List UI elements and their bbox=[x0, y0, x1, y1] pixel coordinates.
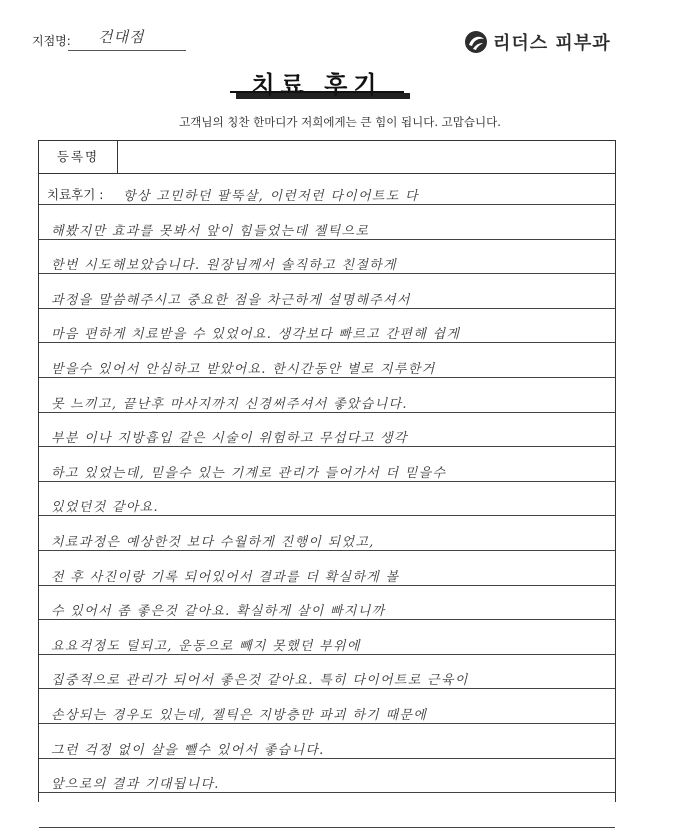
review-line: 한번 시도해보았습니다. 원장님께서 솔직하고 친절하게 bbox=[51, 258, 397, 274]
ruled-line bbox=[39, 481, 615, 482]
review-line: 못 느끼고, 끝난후 마사지까지 신경써주셔서 좋았습니다. bbox=[51, 396, 408, 412]
ruled-line bbox=[39, 550, 615, 551]
review-line: 과정을 말씀해주시고 중요한 점을 차근하게 설명해주셔서 bbox=[51, 292, 411, 308]
ruled-line bbox=[39, 412, 615, 413]
review-line: 마음 편하게 치료받을 수 있었어요. 생각보다 빠르고 간편해 쉽게 bbox=[51, 327, 461, 343]
branch-underline bbox=[68, 50, 186, 51]
ruled-line bbox=[39, 377, 615, 378]
clinic-logo bbox=[464, 29, 611, 55]
branch-value: 건대점 bbox=[98, 28, 145, 46]
review-line: 있었던것 같아요. bbox=[51, 500, 159, 516]
name-row bbox=[39, 141, 615, 174]
ruled-line bbox=[39, 688, 615, 689]
ruled-line bbox=[39, 239, 615, 240]
clinic-logo-text: 리더스 피부과 bbox=[493, 33, 611, 54]
ruled-line bbox=[39, 342, 615, 343]
ruled-line bbox=[39, 515, 615, 516]
ruled-line bbox=[39, 792, 615, 793]
ruled-line bbox=[39, 204, 615, 205]
page-subtitle: 고객님의 칭찬 한마디가 저희에게는 큰 힘이 됩니다. 고맙습니다. bbox=[179, 115, 501, 129]
review-line: 손상되는 경우도 있는데, 젤틱은 지방층만 파괴 하기 때문에 bbox=[51, 708, 428, 723]
page-title-text: 치료 후기 bbox=[251, 71, 383, 99]
review-line: 해봤지만 효과를 못봐서 앞이 힘들었는데 젤틱으로 bbox=[51, 223, 370, 239]
review-line: 항상 고민하던 팔뚝살, 이런저런 다이어트도 다 bbox=[123, 189, 419, 204]
review-line: 그런 걱정 없이 살을 뺄수 있어서 좋습니다. bbox=[51, 742, 325, 758]
ruled-line bbox=[39, 758, 615, 759]
ruled-line bbox=[39, 723, 615, 724]
leaders-swirl-icon bbox=[464, 30, 488, 54]
name-label: 등록명 bbox=[39, 141, 118, 173]
review-line: 부분 이나 지방흡입 같은 시술이 위험하고 무섭다고 생각 bbox=[51, 431, 408, 447]
review-line: 요요걱정도 덜되고, 운동으로 빼지 못했던 부위에 bbox=[51, 638, 361, 654]
ruled-line bbox=[39, 446, 615, 447]
ruled-line bbox=[39, 619, 615, 620]
review-line: 받을수 있어서 안심하고 받았어요. 한시간동안 별로 지루한거 bbox=[51, 362, 436, 377]
branch-label: 지점명: bbox=[32, 34, 71, 48]
ruled-line bbox=[39, 308, 615, 309]
review-label: 치료후기 : bbox=[47, 187, 104, 202]
review-line: 치료과정은 예상한것 보다 수월하게 진행이 되었고, bbox=[51, 535, 375, 550]
page-title bbox=[230, 63, 404, 99]
ruled-line bbox=[39, 585, 615, 586]
review-line: 수 있어서 좀 좋은것 같아요. 확실하게 살이 빠지니까 bbox=[51, 604, 386, 620]
review-form bbox=[38, 140, 616, 802]
ruled-line bbox=[39, 273, 615, 274]
ruled-line bbox=[39, 654, 615, 655]
review-line: 집중적으로 관리가 되어서 좋은것 같아요. 특히 다이어트로 근육이 bbox=[51, 673, 469, 689]
review-line: 하고 있었는데, 믿을수 있는 기계로 관리가 들어가서 더 믿을수 bbox=[51, 465, 447, 481]
review-line: 앞으로의 결과 기대됩니다. bbox=[51, 777, 220, 793]
review-line: 전 후 사진이랑 기록 되어있어서 결과를 더 확실하게 볼 bbox=[51, 569, 400, 585]
